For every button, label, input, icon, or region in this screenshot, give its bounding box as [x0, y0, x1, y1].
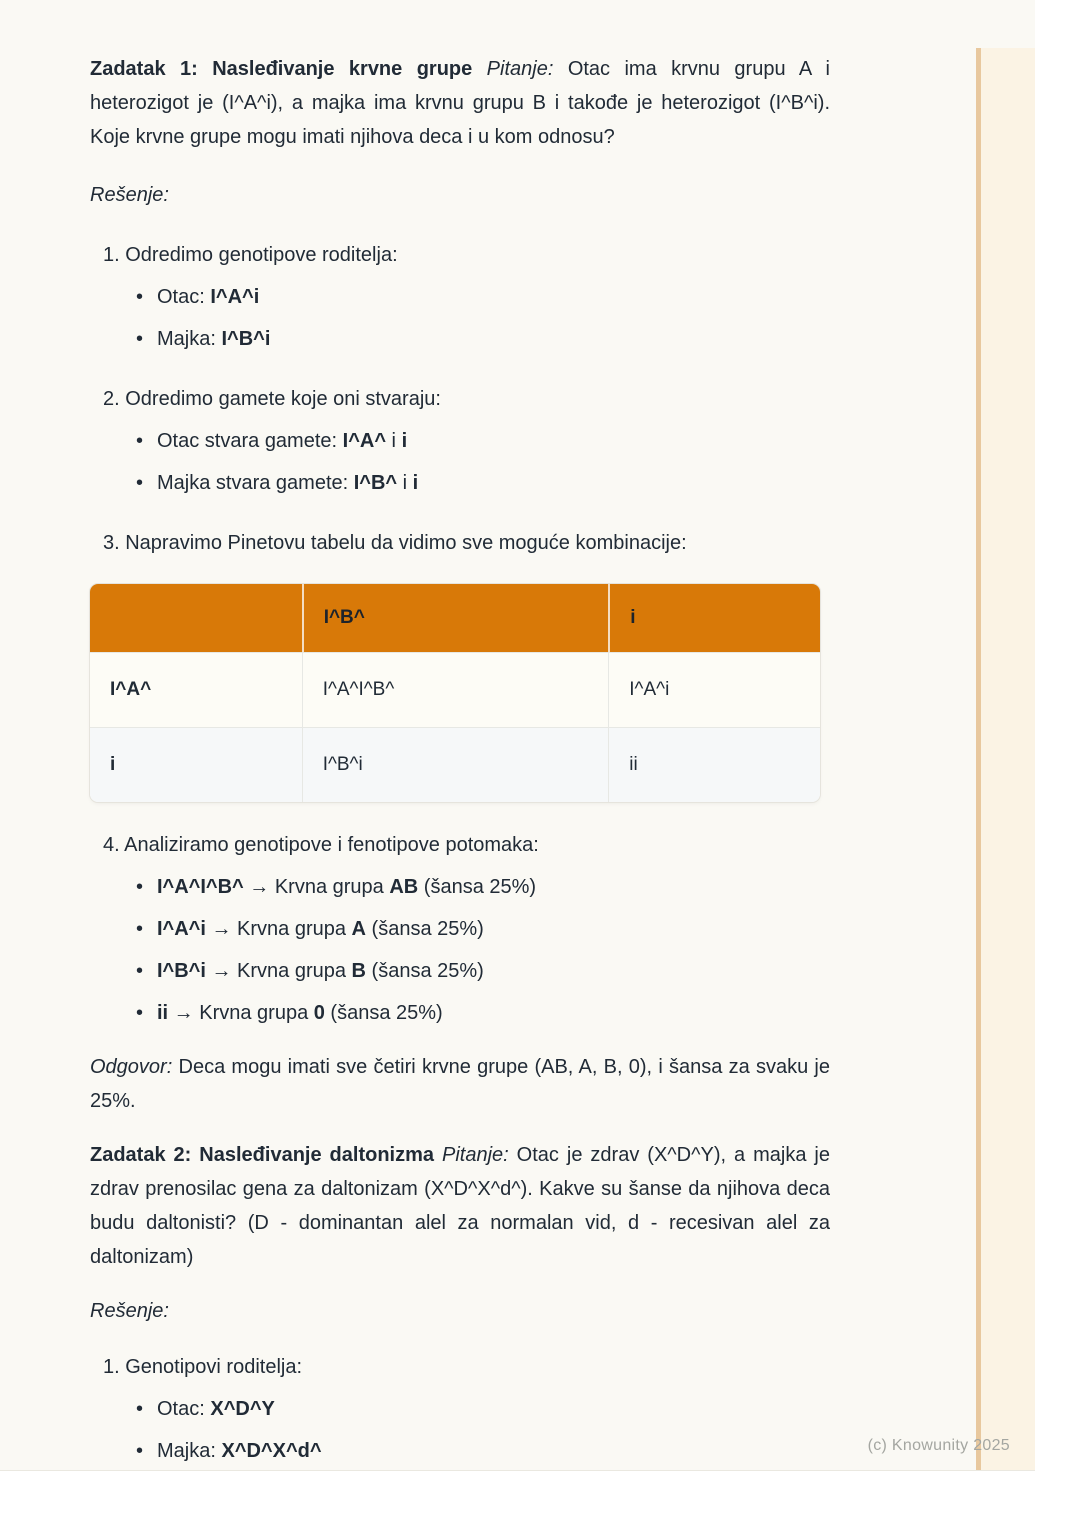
- punnett-header-cell: i: [608, 584, 820, 652]
- task1-step1-title: 1. Odredimo genotipove roditelja:: [103, 244, 398, 266]
- task2-solution-label: Rešenje:: [90, 1300, 169, 1322]
- list-item: • ii → Krvna grupa 0 (šansa 25%): [90, 996, 830, 1030]
- task2-question-paragraph: Zadatak 2: Nasleđivanje daltonizma Pitanje: Otac je zdrav (X^D^Y), a majka je zdrav prenosilac gena za daltonizam (X^D^X^d^). Kakve su šanse da njihova deca budu daltonisti? (D - dominantan alel za normalan vid, d - recesivan alel za daltonizam): [90, 1144, 831, 1268]
- task1-step4-title: 4. Analiziramo genotipove i fenotipove potomaka:: [103, 834, 539, 856]
- copyright-watermark: (c) Knowunity 2025: [867, 1437, 1010, 1454]
- punnett-row-label: i: [90, 727, 302, 802]
- list-item: • Otac stvara gamete: I^A^ i i: [90, 424, 830, 458]
- punnett-header-empty-cell: [90, 584, 302, 652]
- list-item: • Majka stvara gamete: I^B^ i i: [90, 466, 830, 500]
- table-row: [90, 652, 820, 727]
- list-item: • I^A^i → Krvna grupa A (šansa 25%): [90, 912, 830, 946]
- list-item: • Majka: X^D^X^d^: [90, 1434, 830, 1468]
- list-item: • I^A^I^B^ → Krvna grupa AB (šansa 25%): [90, 870, 830, 904]
- task1-question-paragraph: Zadatak 1: Nasleđivanje krvne grupe Pitanje: Otac ima krvnu grupu A i heterozigot je (I^A^i), a majka ima krvnu grupu B i takođe je heterozigot (I^B^i). Koje krvne grupe mogu imati njihova deca i u kom odnosu?: [90, 58, 830, 148]
- punnett-cell: I^A^i: [608, 652, 820, 727]
- task1-step2-title: 2. Odredimo gamete koje oni stvaraju:: [103, 388, 441, 410]
- punnett-cell: I^A^I^B^: [302, 652, 609, 727]
- table-row: [90, 727, 820, 802]
- list-item: • Otac: I^A^i: [90, 280, 830, 314]
- task1-solution-label: Rešenje:: [90, 184, 169, 206]
- page-edge-stripe: [976, 48, 1035, 1470]
- punnett-table: [90, 584, 820, 802]
- punnett-table-container: [90, 584, 820, 802]
- punnett-header-cell: I^B^: [302, 584, 609, 652]
- list-item: • Majka: I^B^i: [90, 322, 830, 356]
- task1-step3-title: 3. Napravimo Pinetovu tabelu da vidimo sve moguće kombinacije:: [103, 532, 687, 554]
- list-item: • Otac: X^D^Y: [90, 1392, 830, 1426]
- punnett-cell: I^B^i: [302, 727, 609, 802]
- task1-answer-paragraph: Odgovor: Deca mogu imati sve četiri krvne grupe (AB, A, B, 0), i šansa za svaku je 25%.: [90, 1056, 830, 1112]
- task2-step1-title: 1. Genotipovi roditelja:: [103, 1356, 303, 1378]
- punnett-header-row: [90, 584, 820, 652]
- punnett-row-label: I^A^: [90, 652, 302, 727]
- document-content: [90, 0, 830, 1468]
- punnett-cell: ii: [608, 727, 820, 802]
- list-item: • I^B^i → Krvna grupa B (šansa 25%): [90, 954, 830, 988]
